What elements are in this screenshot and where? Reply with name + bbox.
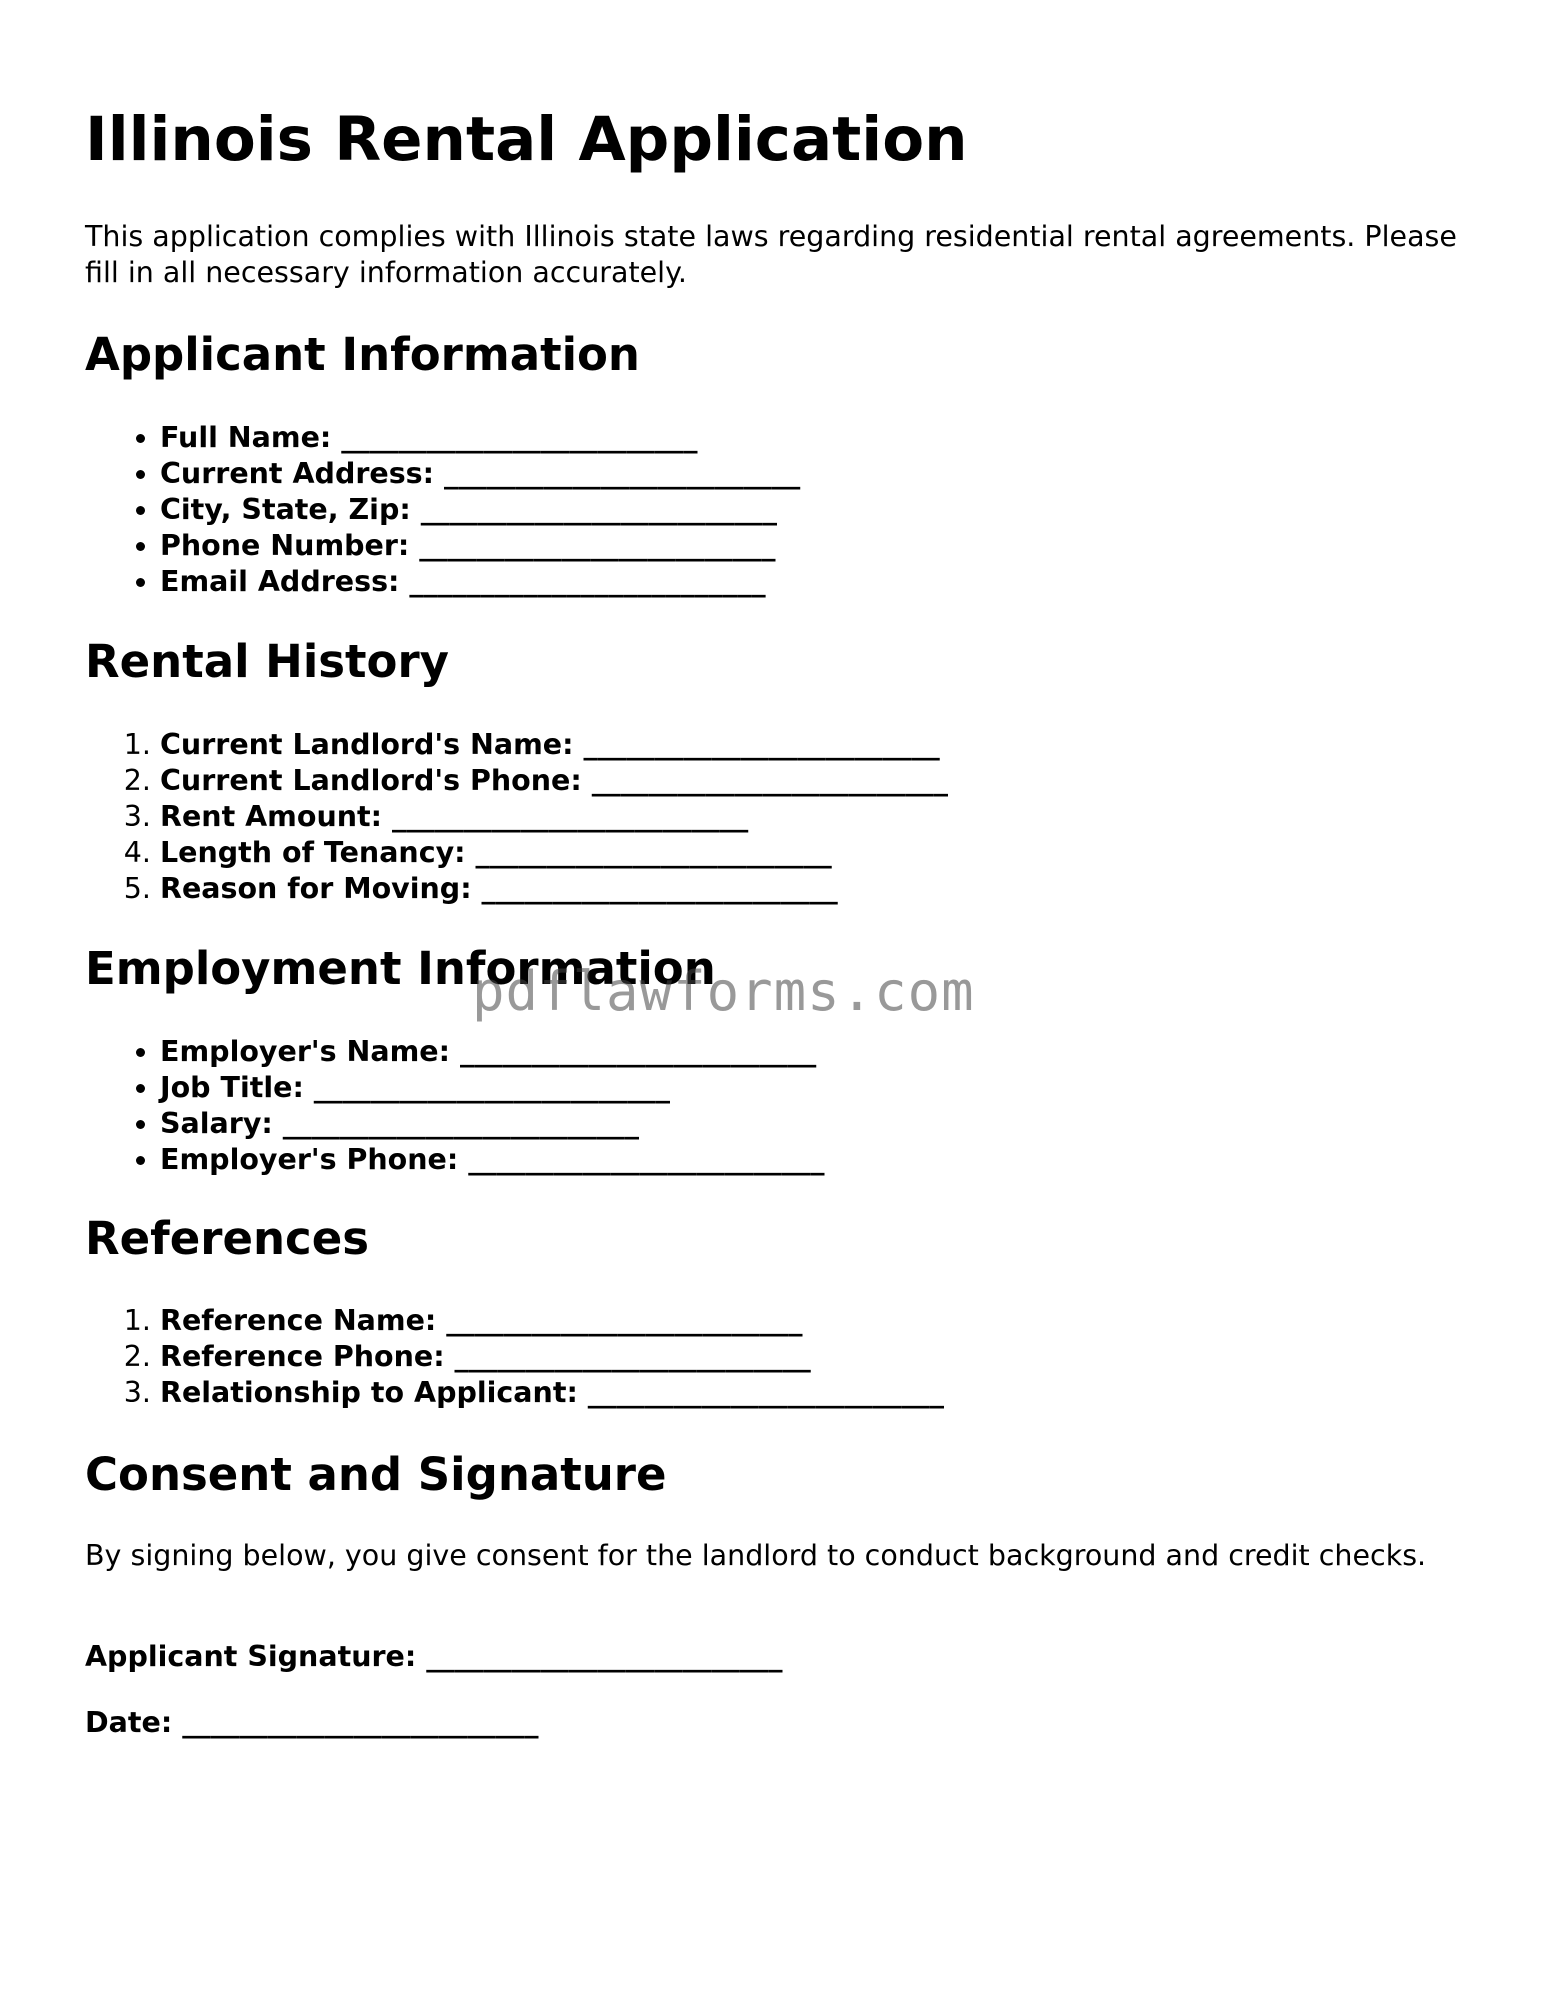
field-label: Salary: (160, 1107, 273, 1140)
date-fill-line[interactable]: _________________________ (182, 1706, 539, 1739)
intro-text: This application complies with Illinois state laws regarding residential rental agreements. Please fill in all necessary information accurately. (85, 220, 1457, 289)
watermark: pdflawforms.com (472, 960, 975, 1023)
date-field (85, 1705, 538, 1741)
references-field-list (85, 1303, 944, 1411)
fill-line[interactable]: _________________________ (583, 728, 940, 761)
section-heading-consent: Consent and Signature (85, 1448, 667, 1501)
field-employer-phone (160, 1142, 824, 1178)
field-current-address (160, 456, 800, 492)
fill-line[interactable]: _________________________ (313, 1071, 671, 1104)
section-heading-references: References (85, 1212, 369, 1265)
rental-history-field-list (85, 727, 948, 907)
section-heading-rental-history: Rental History (85, 635, 449, 688)
fill-line[interactable]: _________________________ (419, 529, 776, 562)
fill-line[interactable]: _________________________ (391, 800, 749, 833)
field-label: Email Address: (160, 565, 400, 598)
fill-line[interactable]: _________________________ (475, 836, 832, 869)
field-label: Relationship to Applicant: (160, 1376, 578, 1409)
field-landlord-name (160, 727, 948, 763)
field-label: Full Name: (160, 421, 332, 454)
signature-field (85, 1639, 782, 1675)
signature-fill-line[interactable]: _________________________ (426, 1640, 783, 1673)
fill-line[interactable]: _________________________ (591, 764, 948, 797)
fill-line[interactable]: _________________________ (341, 421, 698, 454)
field-relationship (160, 1375, 944, 1411)
field-label: Rent Amount: (160, 800, 383, 833)
date-label: Date: (85, 1706, 173, 1739)
signature-label: Applicant Signature: (85, 1640, 417, 1673)
field-full-name (160, 420, 800, 456)
field-label: City, State, Zip: (160, 493, 411, 526)
field-label: Current Address: (160, 457, 435, 490)
fill-line[interactable]: _________________________ (446, 1304, 803, 1337)
section-heading-employment: Employment Information (85, 942, 716, 995)
consent-text: By signing below, you give consent for the landlord to conduct background and credit checks. (85, 1539, 1427, 1572)
field-reason-for-moving (160, 871, 948, 907)
section-heading-applicant: Applicant Information (85, 328, 640, 381)
fill-line[interactable]: _________________________ (282, 1107, 639, 1140)
field-label: Reference Phone: (160, 1340, 445, 1373)
field-label: Reason for Moving: (160, 872, 472, 905)
field-label: Employer's Phone: (160, 1143, 459, 1176)
fill-line[interactable]: _________________________ (481, 872, 838, 905)
field-phone-number (160, 528, 800, 564)
fill-line[interactable]: _________________________ (587, 1376, 945, 1409)
field-reference-phone (160, 1339, 944, 1375)
field-email-address (160, 564, 800, 600)
field-city-state-zip (160, 492, 800, 528)
fill-line[interactable]: _________________________ (468, 1143, 825, 1176)
field-label: Length of Tenancy: (160, 836, 466, 869)
field-job-title (160, 1070, 824, 1106)
fill-line[interactable]: _________________________ (444, 457, 801, 490)
field-label: Current Landlord's Phone: (160, 764, 582, 797)
field-reference-name (160, 1303, 944, 1339)
field-label: Reference Name: (160, 1304, 437, 1337)
field-label: Employer's Name: (160, 1035, 450, 1068)
fill-line[interactable]: _________________________ (454, 1340, 811, 1373)
field-label: Job Title: (160, 1071, 304, 1104)
field-label: Phone Number: (160, 529, 410, 562)
field-salary (160, 1106, 824, 1142)
fill-line[interactable]: _________________________ (420, 493, 777, 526)
field-employer-name (160, 1034, 824, 1070)
fill-line[interactable]: _________________________ (409, 565, 766, 598)
field-rent-amount (160, 799, 948, 835)
field-label: Current Landlord's Name: (160, 728, 574, 761)
fill-line[interactable]: _________________________ (459, 1035, 817, 1068)
employment-field-list (85, 1034, 824, 1178)
applicant-field-list (85, 420, 800, 600)
field-landlord-phone (160, 763, 948, 799)
field-length-of-tenancy (160, 835, 948, 871)
page-title: Illinois Rental Application (85, 104, 968, 175)
